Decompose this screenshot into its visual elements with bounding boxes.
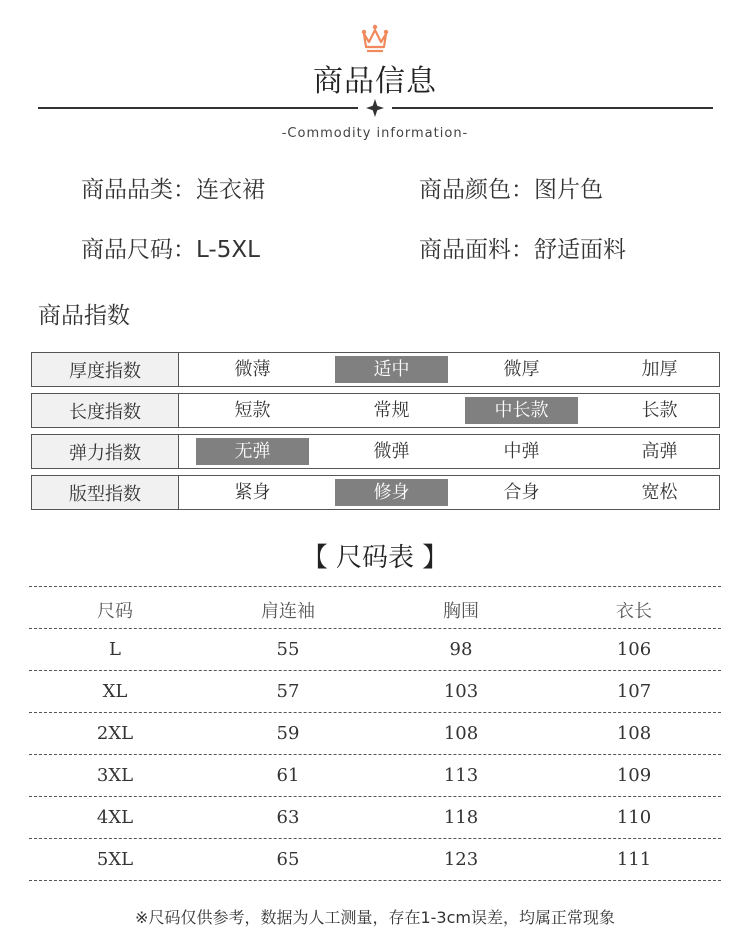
- table-divider: [29, 628, 721, 629]
- table-cell: 113: [443, 765, 479, 786]
- index-option: 微薄: [234, 359, 271, 380]
- table-cell: XL: [102, 681, 128, 702]
- table-cell: 118: [443, 807, 479, 828]
- table-cell: 103: [443, 681, 479, 702]
- index-row: [31, 393, 720, 428]
- table-cell: 107: [616, 681, 652, 702]
- table-cell: 123: [443, 849, 479, 870]
- index-option: 常规: [373, 400, 410, 421]
- index-row-label: 版型指数: [32, 476, 179, 509]
- divider-left: [38, 107, 358, 109]
- table-divider: [29, 670, 721, 671]
- table-cell: 57: [276, 681, 300, 702]
- index-row-label: 弹力指数: [32, 435, 179, 468]
- index-section-title: 商品指数: [38, 303, 130, 329]
- table-divider: [29, 796, 721, 797]
- index-option: 短款: [234, 400, 271, 421]
- table-cell: 108: [443, 723, 479, 744]
- index-row-options: [179, 435, 719, 468]
- page-title: 商品信息: [313, 64, 437, 99]
- table-divider: [29, 754, 721, 755]
- table-cell: 5XL: [96, 849, 134, 870]
- size-chart-title: 【 尺码表 】: [301, 543, 449, 573]
- table-cell: 2XL: [96, 723, 134, 744]
- table-cell: 98: [449, 639, 473, 660]
- table-cell: 111: [616, 849, 652, 870]
- table-header-cell: 胸围: [443, 601, 479, 622]
- size-note: ※尺码仅供参考，数据为人工测量，存在1-3cm误差，均属正常现象: [135, 908, 615, 927]
- info-color: 商品颜色：图片色: [419, 177, 603, 203]
- index-row: [31, 475, 720, 510]
- table-cell: 109: [616, 765, 652, 786]
- table-cell: 4XL: [96, 807, 134, 828]
- index-row: [31, 352, 720, 387]
- table-cell: 65: [276, 849, 300, 870]
- index-row: [31, 434, 720, 469]
- info-size: 商品尺码：L-5XL: [81, 237, 260, 263]
- table-cell: L: [109, 639, 121, 660]
- info-fabric: 商品面料：舒适面料: [419, 237, 626, 263]
- index-option: 微厚: [503, 359, 540, 380]
- table-cell: 108: [616, 723, 652, 744]
- table-header-cell: 尺码: [97, 601, 133, 622]
- table-header-cell: 肩连袖: [261, 601, 315, 622]
- table-divider: [29, 586, 721, 587]
- index-option-selected: 适中: [335, 356, 448, 383]
- index-option-selected: 修身: [335, 479, 448, 506]
- index-option: 紧身: [234, 482, 271, 503]
- index-option: 长款: [641, 400, 678, 421]
- divider-right: [392, 107, 713, 109]
- table-divider: [29, 712, 721, 713]
- table-cell: 59: [276, 723, 300, 744]
- table-divider: [29, 838, 721, 839]
- table-cell: 63: [276, 807, 300, 828]
- page-subtitle: -Commodity information-: [281, 126, 469, 141]
- info-category: 商品品类：连衣裙: [81, 177, 265, 203]
- index-option-selected: 无弹: [196, 438, 309, 465]
- diamond-ornament-icon: [364, 97, 386, 119]
- index-option: 合身: [503, 482, 540, 503]
- crown-icon: [359, 22, 391, 54]
- index-option-selected: 中长款: [465, 397, 578, 424]
- index-option: 中弹: [503, 441, 540, 462]
- table-cell: 55: [276, 639, 300, 660]
- table-cell: 110: [616, 807, 652, 828]
- index-row-label: 厚度指数: [32, 353, 179, 386]
- table-divider: [29, 880, 721, 881]
- table-header-cell: 衣长: [616, 601, 652, 622]
- index-row-options: [179, 353, 719, 386]
- table-cell: 3XL: [96, 765, 134, 786]
- table-cell: 61: [276, 765, 300, 786]
- index-row-label: 长度指数: [32, 394, 179, 427]
- index-option: 宽松: [641, 482, 678, 503]
- index-option: 高弹: [641, 441, 678, 462]
- index-option: 微弹: [373, 441, 410, 462]
- index-row-options: [179, 476, 719, 509]
- index-option: 加厚: [641, 359, 678, 380]
- index-row-options: [179, 394, 719, 427]
- table-cell: 106: [616, 639, 652, 660]
